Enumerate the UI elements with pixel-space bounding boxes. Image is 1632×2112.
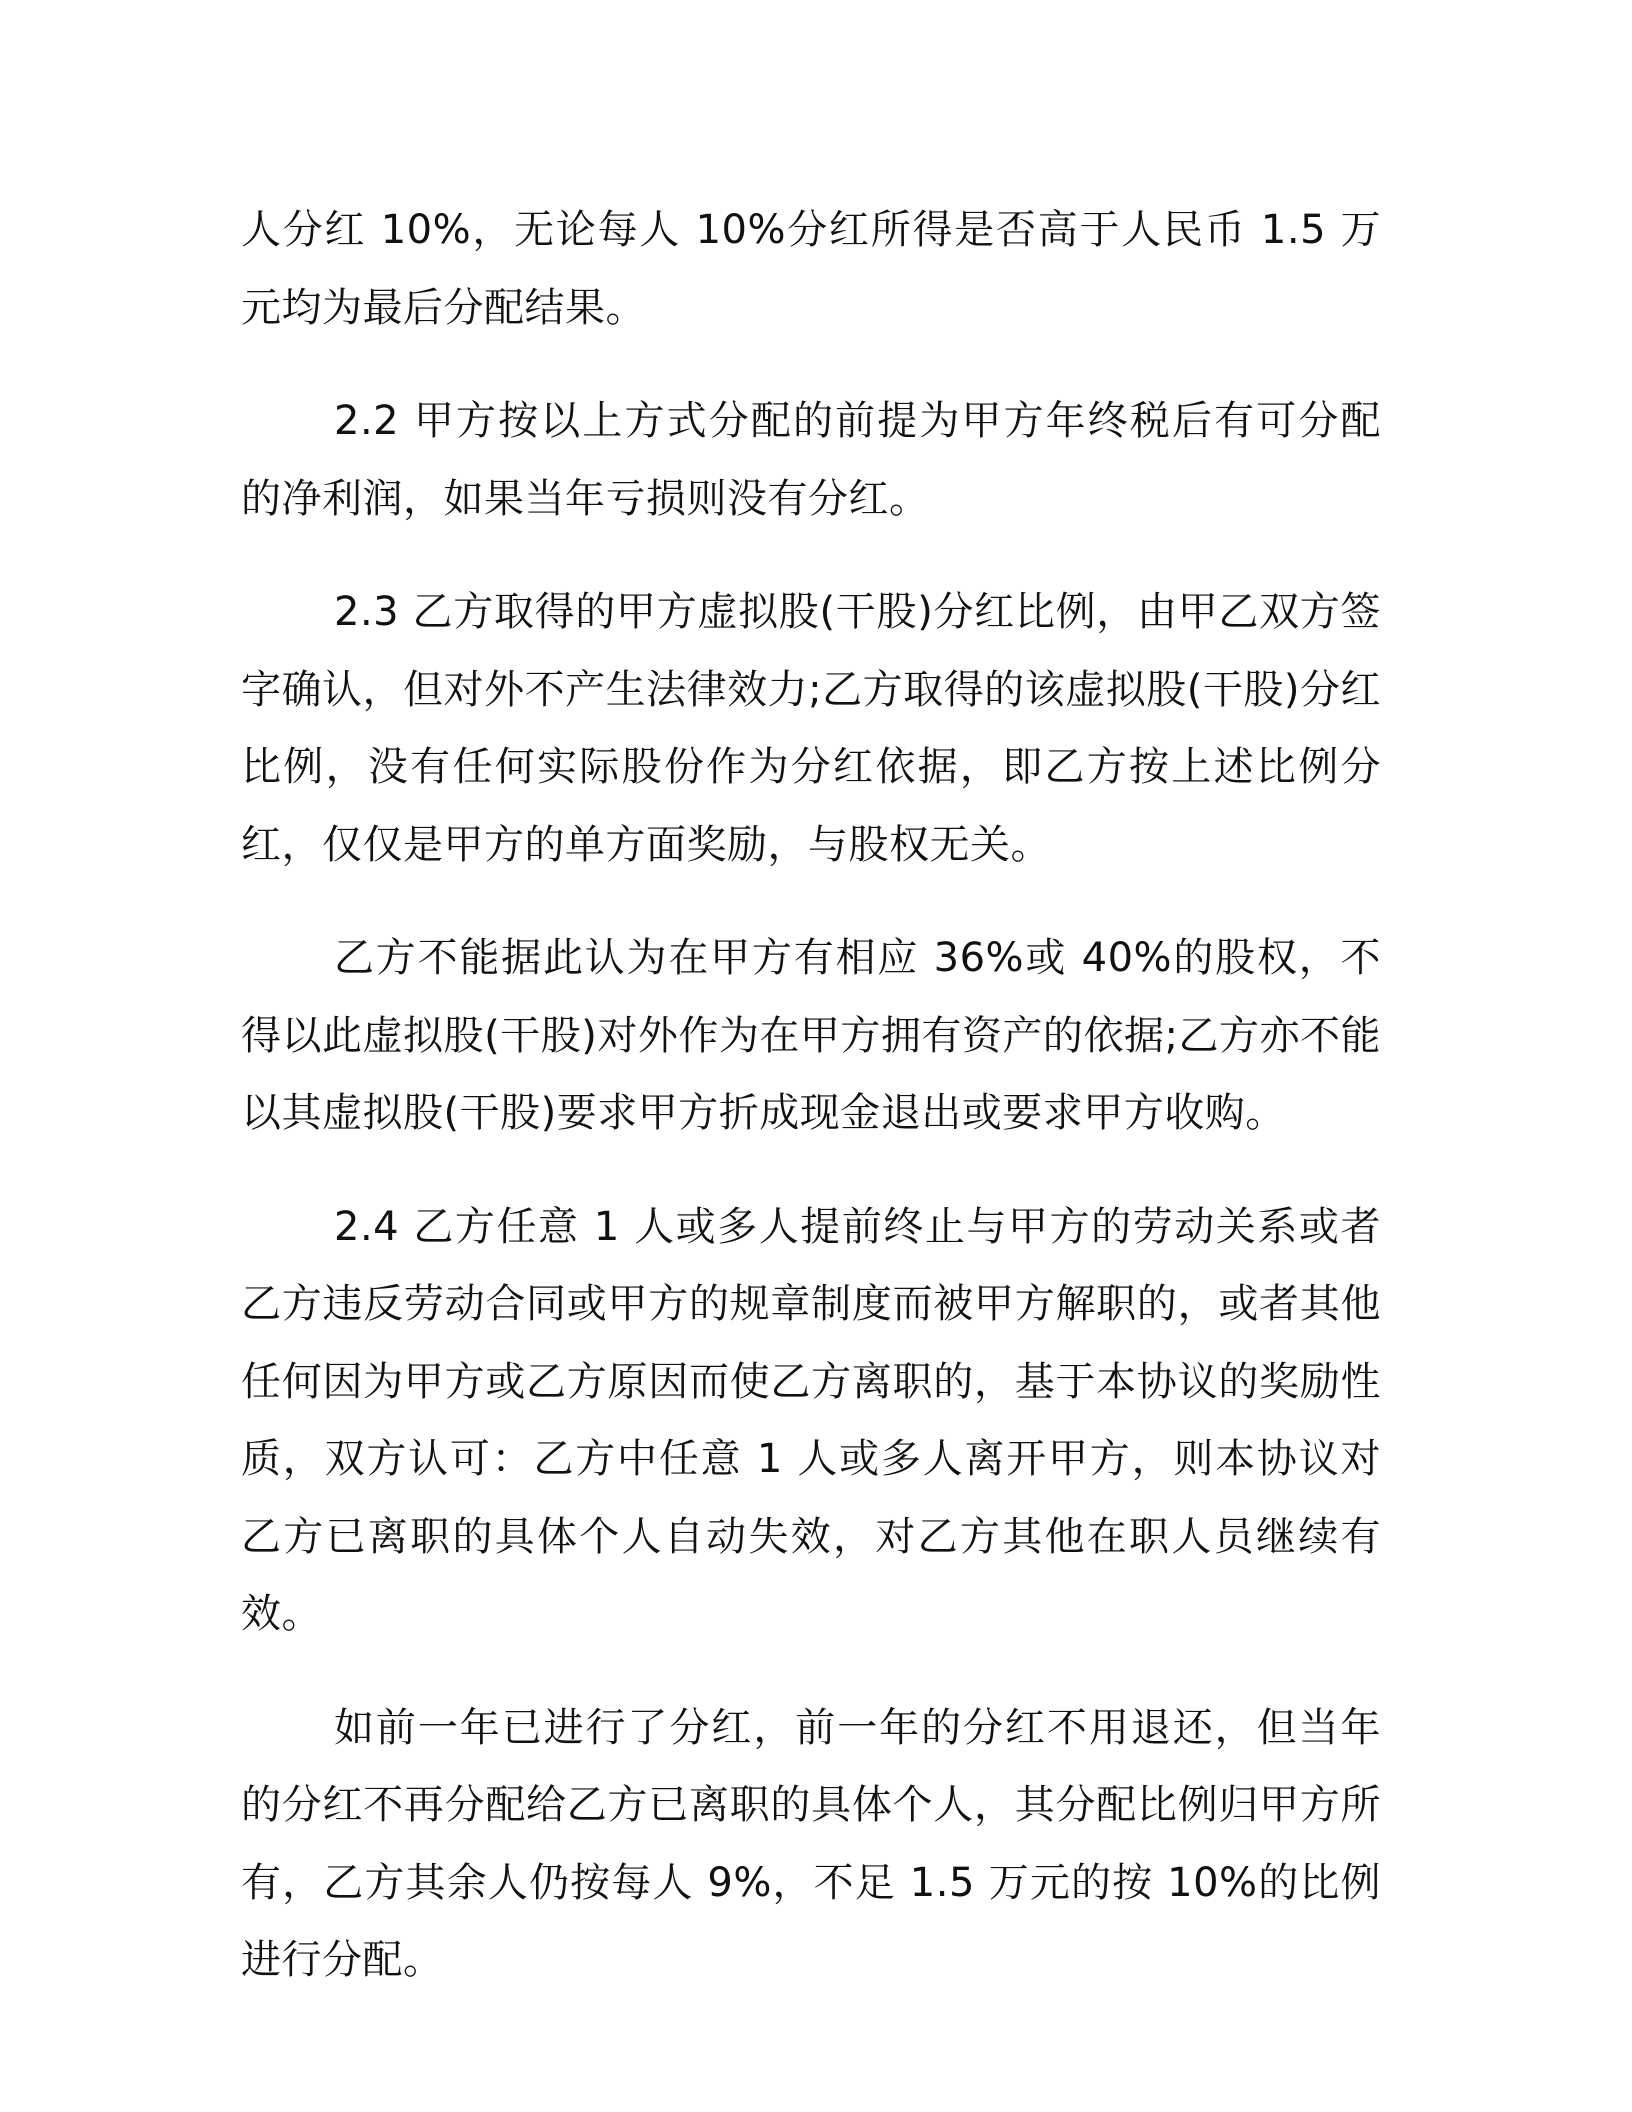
paragraph-4-equity-limitation: 乙方不能据此认为在甲方有相应 36%或 40%的股权，不得以此虚拟股(干股)对外作为在甲方拥有资产的依据;乙方亦不能以其虚拟股(干股)要求甲方折成现金退出或要求甲方收购。 (241, 935, 1381, 1136)
paragraph-5-clause-2-4: 2.4 乙方任意 1 人或多人提前终止与甲方的劳动关系或者乙方违反劳动合同或甲方的规章制度而被甲方解职的，或者其他任何因为甲方或乙方原因而使乙方离职的，基于本协议的奖励性质，双方认可：乙方中任意 1 人或多人离开甲方，则本协议对乙方已离职的具体个人自动失效，对乙方其他在职人员继续有效。 (241, 1203, 1381, 1637)
document-page (241, 192, 1381, 2036)
paragraph-3-clause-2-3: 2.3 乙方取得的甲方虚拟股(干股)分红比例，由甲乙双方签字确认，但对外不产生法律效力;乙方取得的该虚拟股(干股)分红比例，没有任何实际股份作为分红依据，即乙方按上述比例分红，仅仅是甲方的单方面奖励，与股权无关。 (241, 589, 1381, 868)
paragraph-2-clause-2-2: 2.2 甲方按以上方式分配的前提为甲方年终税后有可分配的净利润，如果当年亏损则没有分红。 (241, 398, 1381, 522)
paragraph-6-previous-year-dividend: 如前一年已进行了分红，前一年的分红不用退还，但当年的分红不再分配给乙方已离职的具体个人，其分配比例归甲方所有，乙方其余人仍按每人 9%，不足 1.5 万元的按 10%的比例进行分配。 (241, 1704, 1381, 1983)
paragraph-1-distribution-result: 人分红 10%，无论每人 10%分红所得是否高于人民币 1.5 万元均为最后分配结果。 (241, 207, 1381, 331)
